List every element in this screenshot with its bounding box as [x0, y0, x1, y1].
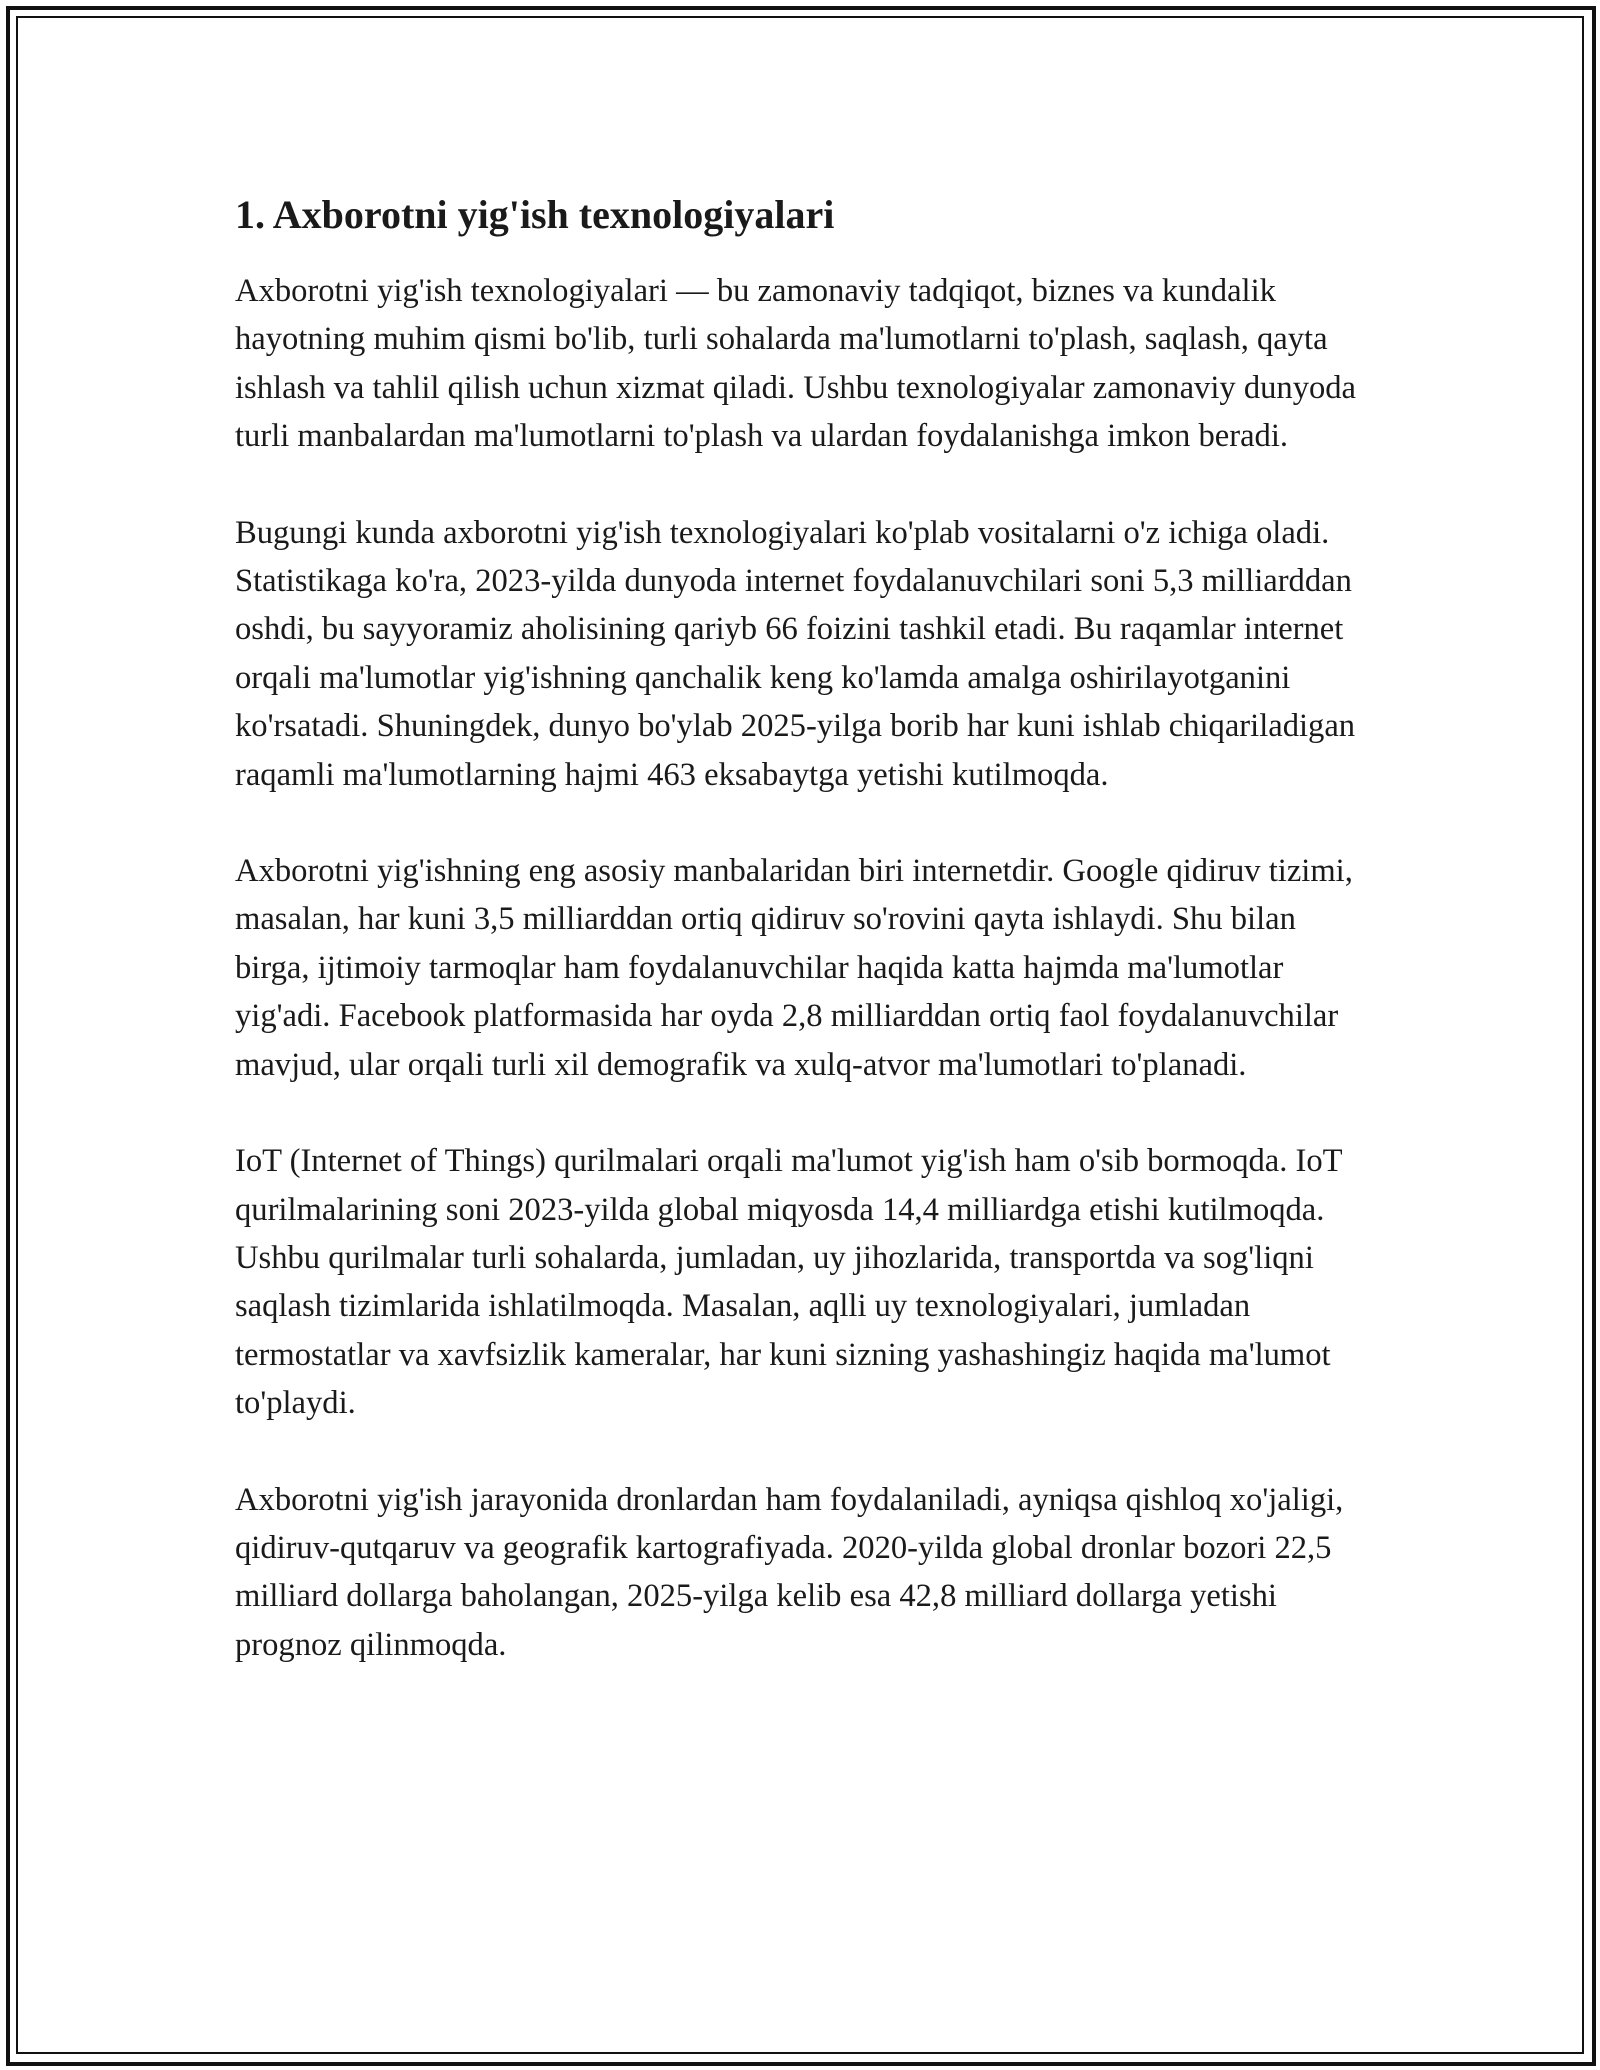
paragraph-iot: IoT (Internet of Things) qurilmalari orqali ma'lumot yig'ish ham o'sib bormoqda. IoT qurilmalarining soni 2023-yilda global miqyosda 14,4 milliardga etishi kutilmoqda. Ushbu qurilmalar turli sohalarda, jumladan, uy jihozlarida, transportda va sog'liqni saqlash tizimlarida ishlatilmoqda. Masalan, aqlli uy texnologiyalari, jumladan termostatlar va xavfsizlik kameralar, har kuni sizning yashashingiz haqida ma'lumot to'playdi.: [235, 1143, 1342, 1422]
paragraph-internet-sources: Axborotni yig'ishning eng asosiy manbalaridan biri internetdir. Google qidiruv tizimi, masalan, har kuni 3,5 milliarddan ortiq qidiruv so'rovini qayta ishlaydi. Shu bilan birga, ijtimoiy tarmoqlar ham foydalanuvchilar haqida katta hajmda ma'lumotlar yig'adi. Facebook platformasida har oyda 2,8 milliarddan ortiq faol foydalanuvchilar mavjud, ular orqali turli xil demografik va xulq-atvor ma'lumotlari to'planadi.: [235, 853, 1353, 1083]
paragraph-drones: Axborotni yig'ish jarayonida dronlardan ham foydalaniladi, ayniqsa qishloq xo'jaligi, qidiruv-qutqaruv va geografik kartografiyada. 2020-yilda global dronlar bozori 22,5 milliard dollarga baholangan, 2025-yilga kelib esa 42,8 milliard dollarga yetishi prognoz qilinmoqda.: [235, 1481, 1344, 1663]
document-body: [235, 183, 1375, 1717]
paragraph-introduction: Axborotni yig'ish texnologiyalari — bu zamonaviy tadqiqot, biznes va kundalik hayotning muhim qismi bo'lib, turli sohalarda ma'lumotlarni to'plash, saqlash, qayta ishlash va tahlil qilish uchun xizmat qiladi. Ushbu texnologiyalar zamonaviy dunyoda turli manbalardan ma'lumotlarni to'plash va ulardan foydalanishga imkon beradi.: [235, 273, 1357, 455]
paragraph-statistics: Bugungi kunda axborotni yig'ish texnologiyalari ko'plab vositalarni o'z ichiga oladi. Statistikaga ko'ra, 2023-yilda dunyoda internet foydalanuvchilari soni 5,3 milliarddan oshdi, bu sayyoramiz aholisining qariyb 66 foizini tashkil etadi. Bu raqamlar internet orqali ma'lumotlar yig'ishning qanchalik keng ko'lamda amalga oshirilayotganini ko'rsatadi. Shuningdek, dunyo bo'ylab 2025-yilga borib har kuni ishlab chiqariladigan raqamli ma'lumotlarning hajmi 463 eksabaytga yetishi kutilmoqda.: [235, 514, 1356, 793]
section-heading: 1. Axborotni yig'ish texnologiyalari: [235, 192, 835, 237]
